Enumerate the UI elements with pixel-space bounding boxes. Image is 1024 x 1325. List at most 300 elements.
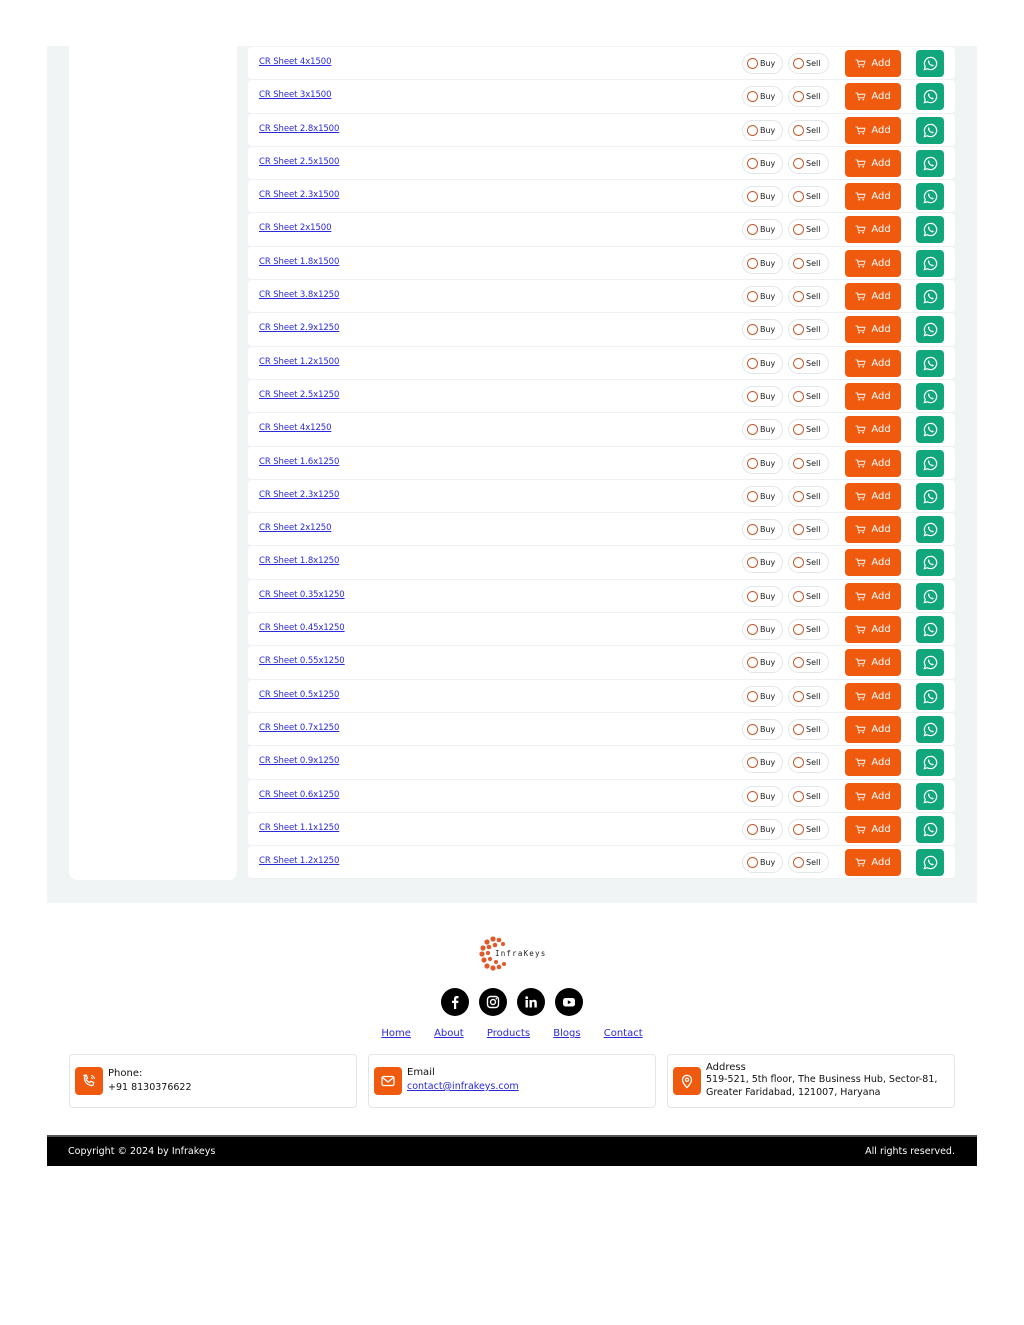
buy-radio[interactable] (742, 652, 783, 673)
radio-circle-icon (793, 458, 804, 469)
whatsapp-button[interactable] (916, 616, 944, 643)
logo-text: InfraKeys (495, 949, 547, 958)
product-link[interactable]: CR Sheet 3x1500 (259, 90, 332, 101)
email-link[interactable]: contact@infrakeys.com (407, 1081, 519, 1092)
product-row (248, 380, 955, 413)
whatsapp-button[interactable] (916, 749, 944, 776)
whatsapp-button[interactable] (916, 450, 944, 477)
phone-icon (75, 1067, 103, 1095)
product-row (248, 480, 955, 513)
cart-icon (855, 159, 866, 168)
address-line-1: 519-521, 5th floor, The Business Hub, Sector-81, (706, 1074, 938, 1085)
sell-label: Sell (806, 758, 821, 768)
buy-label: Buy (760, 458, 776, 468)
buy-label: Buy (760, 658, 776, 668)
buy-radio[interactable] (742, 552, 783, 573)
add-to-cart-button[interactable] (845, 283, 901, 310)
cart-icon (855, 525, 866, 534)
buy-radio[interactable] (742, 319, 783, 340)
cart-icon (855, 392, 866, 401)
buy-radio[interactable] (742, 752, 783, 773)
sell-label: Sell (806, 391, 821, 401)
product-row (248, 280, 955, 313)
location-pin-icon (673, 1067, 701, 1095)
buy-label: Buy (760, 724, 776, 734)
product-link[interactable]: CR Sheet 2.8x1500 (259, 123, 340, 134)
sell-radio[interactable] (788, 652, 829, 673)
radio-circle-icon (793, 624, 804, 635)
whatsapp-icon (923, 522, 938, 537)
product-link[interactable]: CR Sheet 2.3x1500 (259, 190, 340, 201)
buy-radio[interactable] (742, 353, 783, 374)
product-link[interactable]: CR Sheet 0.7x1250 (259, 722, 340, 733)
cart-icon (855, 92, 866, 101)
radio-circle-icon (747, 557, 758, 568)
radio-circle-icon (747, 524, 758, 535)
product-row (248, 347, 955, 380)
add-label: Add (871, 857, 891, 869)
product-row (248, 213, 955, 246)
product-link[interactable]: CR Sheet 1.6x1250 (259, 456, 340, 467)
radio-circle-icon (793, 824, 804, 835)
product-link[interactable]: CR Sheet 2.5x1250 (259, 389, 340, 400)
add-label: Add (871, 823, 891, 835)
add-label: Add (871, 723, 891, 735)
radio-circle-icon (793, 524, 804, 535)
radio-circle-icon (747, 358, 758, 369)
buy-label: Buy (760, 225, 776, 235)
sell-radio[interactable] (788, 253, 829, 274)
buy-radio[interactable] (742, 53, 783, 74)
radio-circle-icon (747, 458, 758, 469)
sell-radio[interactable] (788, 286, 829, 307)
add-to-cart-button[interactable] (845, 316, 901, 343)
product-link[interactable]: CR Sheet 0.6x1250 (259, 789, 340, 800)
buy-label: Buy (760, 525, 776, 535)
whatsapp-icon (923, 356, 938, 371)
whatsapp-button[interactable] (916, 383, 944, 410)
sell-radio[interactable] (788, 586, 829, 607)
sell-radio[interactable] (788, 386, 829, 407)
radio-circle-icon (747, 224, 758, 235)
sell-label: Sell (806, 258, 821, 268)
radio-circle-icon (793, 424, 804, 435)
phone-number[interactable]: +91 8130376622 (108, 1082, 192, 1093)
buy-radio[interactable] (742, 86, 783, 107)
product-link[interactable]: CR Sheet 1.8x1250 (259, 556, 340, 567)
cart-icon (855, 858, 866, 867)
sell-radio[interactable] (788, 353, 829, 374)
sell-label: Sell (806, 292, 821, 302)
phone-label: Phone: (108, 1068, 143, 1079)
whatsapp-button[interactable] (916, 83, 944, 110)
radio-circle-icon (793, 224, 804, 235)
radio-circle-icon (747, 824, 758, 835)
add-label: Add (871, 291, 891, 303)
cart-icon (855, 59, 866, 68)
buy-radio[interactable] (742, 519, 783, 540)
cart-icon (855, 259, 866, 268)
buy-radio[interactable] (742, 586, 783, 607)
copyright-bar (47, 1135, 977, 1166)
sell-radio[interactable] (788, 852, 829, 873)
sell-label: Sell (806, 791, 821, 801)
add-label: Add (871, 257, 891, 269)
instagram-icon[interactable] (479, 988, 507, 1016)
product-link[interactable]: CR Sheet 3.8x1250 (259, 290, 340, 301)
add-to-cart-button[interactable] (845, 716, 901, 743)
radio-circle-icon (747, 857, 758, 868)
product-link[interactable]: CR Sheet 4x1500 (259, 57, 332, 67)
cart-icon (855, 359, 866, 368)
whatsapp-button[interactable] (916, 150, 944, 177)
sell-radio[interactable] (788, 219, 829, 240)
radio-circle-icon (793, 158, 804, 169)
cart-icon (855, 225, 866, 234)
whatsapp-button[interactable] (916, 649, 944, 676)
add-to-cart-button[interactable] (845, 216, 901, 243)
buy-radio[interactable] (742, 120, 783, 141)
buy-label: Buy (760, 691, 776, 701)
cart-icon (855, 658, 866, 667)
radio-circle-icon (793, 91, 804, 102)
footer-nav (0, 1028, 1024, 1039)
sell-radio[interactable] (788, 319, 829, 340)
whatsapp-icon (923, 622, 938, 637)
whatsapp-icon (923, 156, 938, 171)
sell-label: Sell (806, 525, 821, 535)
product-link[interactable]: CR Sheet 2.5x1500 (259, 156, 340, 167)
radio-circle-icon (747, 125, 758, 136)
add-to-cart-button[interactable] (845, 83, 901, 110)
product-link[interactable]: CR Sheet 0.55x1250 (259, 656, 345, 667)
buy-label: Buy (760, 292, 776, 302)
sell-radio[interactable] (788, 86, 829, 107)
sell-label: Sell (806, 425, 821, 435)
sell-radio[interactable] (788, 453, 829, 474)
facebook-icon[interactable] (441, 988, 469, 1016)
footer-link-blogs[interactable]: Blogs (553, 1028, 581, 1039)
whatsapp-button[interactable] (916, 216, 944, 243)
radio-circle-icon (747, 158, 758, 169)
add-to-cart-button[interactable] (845, 183, 901, 210)
product-link[interactable]: CR Sheet 4x1250 (259, 423, 332, 434)
add-to-cart-button[interactable] (845, 150, 901, 177)
footer-link-contact[interactable]: Contact (603, 1028, 643, 1039)
cart-icon (855, 625, 866, 634)
sell-radio[interactable] (788, 419, 829, 440)
buy-radio[interactable] (742, 786, 783, 807)
cart-icon (855, 692, 866, 701)
product-link[interactable]: CR Sheet 2.3x1250 (259, 489, 340, 500)
add-label: Add (871, 157, 891, 169)
product-link[interactable]: CR Sheet 0.5x1250 (259, 689, 340, 700)
whatsapp-icon (923, 89, 938, 104)
add-to-cart-button[interactable] (845, 649, 901, 676)
buy-label: Buy (760, 59, 776, 68)
whatsapp-icon (923, 789, 938, 804)
cart-icon (855, 425, 866, 434)
radio-circle-icon (793, 125, 804, 136)
buy-label: Buy (760, 758, 776, 768)
product-row (248, 80, 955, 113)
sell-label: Sell (806, 225, 821, 235)
whatsapp-button[interactable] (916, 50, 944, 77)
product-link[interactable]: CR Sheet 0.9x1250 (259, 756, 340, 767)
whatsapp-icon (923, 855, 938, 870)
add-to-cart-button[interactable] (845, 117, 901, 144)
product-link[interactable]: CR Sheet 1.2x1250 (259, 856, 340, 867)
sell-radio[interactable] (788, 519, 829, 540)
radio-circle-icon (747, 258, 758, 269)
add-label: Add (871, 557, 891, 569)
product-list (248, 47, 955, 879)
product-row (248, 247, 955, 280)
product-row (248, 813, 955, 846)
add-label: Add (871, 457, 891, 469)
product-row (248, 546, 955, 579)
sell-label: Sell (806, 558, 821, 568)
add-to-cart-button[interactable] (845, 50, 901, 77)
product-row (248, 713, 955, 746)
whatsapp-button[interactable] (916, 716, 944, 743)
whatsapp-icon (923, 123, 938, 138)
whatsapp-button[interactable] (916, 583, 944, 610)
buy-radio[interactable] (742, 719, 783, 740)
whatsapp-button[interactable] (916, 250, 944, 277)
add-label: Add (871, 124, 891, 136)
buy-radio[interactable] (742, 819, 783, 840)
whatsapp-button[interactable] (916, 483, 944, 510)
sell-radio[interactable] (788, 752, 829, 773)
radio-circle-icon (747, 58, 758, 69)
add-to-cart-button[interactable] (845, 250, 901, 277)
whatsapp-button[interactable] (916, 849, 944, 876)
sell-radio[interactable] (788, 120, 829, 141)
add-to-cart-button[interactable] (845, 549, 901, 576)
email-label: Email (407, 1067, 435, 1078)
add-label: Add (871, 324, 891, 336)
add-label: Add (871, 490, 891, 502)
sell-label: Sell (806, 658, 821, 668)
radio-circle-icon (747, 91, 758, 102)
footer-link-about[interactable]: About (434, 1028, 464, 1039)
product-link[interactable]: CR Sheet 1.8x1500 (259, 256, 340, 267)
buy-radio[interactable] (742, 686, 783, 707)
buy-radio[interactable] (742, 153, 783, 174)
add-label: Add (871, 191, 891, 203)
product-row (248, 580, 955, 613)
product-row (248, 613, 955, 646)
filter-sidebar (69, 46, 237, 880)
whatsapp-button[interactable] (916, 183, 944, 210)
buy-label: Buy (760, 325, 776, 335)
whatsapp-icon (923, 755, 938, 770)
whatsapp-button[interactable] (916, 549, 944, 576)
sell-label: Sell (806, 491, 821, 501)
add-to-cart-button[interactable] (845, 783, 901, 810)
sell-label: Sell (806, 858, 821, 868)
buy-radio[interactable] (742, 386, 783, 407)
product-link[interactable]: CR Sheet 0.45x1250 (259, 623, 345, 634)
add-label: Add (871, 790, 891, 802)
whatsapp-icon (923, 422, 938, 437)
whatsapp-icon (923, 689, 938, 704)
radio-circle-icon (793, 857, 804, 868)
sell-radio[interactable] (788, 719, 829, 740)
sell-label: Sell (806, 625, 821, 635)
whatsapp-button[interactable] (916, 316, 944, 343)
sell-radio[interactable] (788, 786, 829, 807)
radio-circle-icon (793, 258, 804, 269)
add-to-cart-button[interactable] (845, 383, 901, 410)
radio-circle-icon (747, 391, 758, 402)
product-row (248, 147, 955, 180)
product-link[interactable]: CR Sheet 2x1250 (259, 523, 332, 534)
sell-radio[interactable] (788, 486, 829, 507)
product-link[interactable]: CR Sheet 0.35x1250 (259, 589, 345, 600)
add-label: Add (871, 357, 891, 369)
copyright-text: Copyright © 2024 by Infrakeys (68, 1146, 216, 1157)
sell-radio[interactable] (788, 186, 829, 207)
add-label: Add (871, 690, 891, 702)
radio-circle-icon (747, 791, 758, 802)
radio-circle-icon (793, 791, 804, 802)
mail-icon (374, 1067, 402, 1095)
radio-circle-icon (793, 557, 804, 568)
product-row (248, 114, 955, 147)
whatsapp-icon (923, 822, 938, 837)
product-row (248, 846, 955, 879)
buy-label: Buy (760, 858, 776, 868)
sell-radio[interactable] (788, 53, 829, 74)
radio-circle-icon (747, 191, 758, 202)
cart-icon (855, 825, 866, 834)
sell-radio[interactable] (788, 153, 829, 174)
product-row (248, 680, 955, 713)
buy-label: Buy (760, 391, 776, 401)
sell-radio[interactable] (788, 686, 829, 707)
buy-radio[interactable] (742, 253, 783, 274)
buy-radio[interactable] (742, 619, 783, 640)
whatsapp-icon (923, 555, 938, 570)
radio-circle-icon (747, 724, 758, 735)
sell-radio[interactable] (788, 819, 829, 840)
add-to-cart-button[interactable] (845, 749, 901, 776)
product-row (248, 180, 955, 213)
whatsapp-button[interactable] (916, 283, 944, 310)
email-card (368, 1054, 656, 1108)
whatsapp-icon (923, 489, 938, 504)
add-label: Add (871, 390, 891, 402)
whatsapp-button[interactable] (916, 683, 944, 710)
buy-label: Buy (760, 125, 776, 135)
radio-circle-icon (747, 657, 758, 668)
whatsapp-button[interactable] (916, 516, 944, 543)
cart-icon (855, 126, 866, 135)
whatsapp-button[interactable] (916, 117, 944, 144)
radio-circle-icon (747, 491, 758, 502)
radio-circle-icon (793, 657, 804, 668)
buy-radio[interactable] (742, 286, 783, 307)
buy-radio[interactable] (742, 453, 783, 474)
whatsapp-button[interactable] (916, 350, 944, 377)
add-to-cart-button[interactable] (845, 450, 901, 477)
whatsapp-button[interactable] (916, 416, 944, 443)
whatsapp-icon (923, 322, 938, 337)
cart-icon (855, 325, 866, 334)
buy-label: Buy (760, 558, 776, 568)
product-link[interactable]: CR Sheet 2.9x1250 (259, 323, 340, 334)
add-label: Add (871, 424, 891, 436)
add-label: Add (871, 757, 891, 769)
add-to-cart-button[interactable] (845, 416, 901, 443)
whatsapp-icon (923, 589, 938, 604)
buy-radio[interactable] (742, 219, 783, 240)
sell-label: Sell (806, 358, 821, 368)
infrakeys-logo[interactable] (478, 934, 548, 974)
whatsapp-button[interactable] (916, 783, 944, 810)
linkedin-icon[interactable] (517, 988, 545, 1016)
product-link[interactable]: CR Sheet 1.1x1250 (259, 822, 340, 833)
radio-circle-icon (747, 324, 758, 335)
cart-icon (855, 592, 866, 601)
product-link[interactable]: CR Sheet 1.2x1500 (259, 356, 340, 367)
add-to-cart-button[interactable] (845, 483, 901, 510)
buy-label: Buy (760, 358, 776, 368)
add-to-cart-button[interactable] (845, 849, 901, 876)
product-link[interactable]: CR Sheet 2x1500 (259, 223, 332, 234)
add-to-cart-button[interactable] (845, 616, 901, 643)
radio-circle-icon (793, 491, 804, 502)
buy-radio[interactable] (742, 186, 783, 207)
cart-icon (855, 758, 866, 767)
radio-circle-icon (793, 358, 804, 369)
buy-radio[interactable] (742, 486, 783, 507)
buy-label: Buy (760, 591, 776, 601)
add-to-cart-button[interactable] (845, 350, 901, 377)
whatsapp-button[interactable] (916, 816, 944, 843)
sell-label: Sell (806, 192, 821, 202)
sell-label: Sell (806, 691, 821, 701)
add-label: Add (871, 524, 891, 536)
add-to-cart-button[interactable] (845, 816, 901, 843)
radio-circle-icon (793, 391, 804, 402)
radio-circle-icon (747, 691, 758, 702)
youtube-icon[interactable] (555, 988, 583, 1016)
footer-link-products[interactable]: Products (486, 1028, 531, 1039)
add-to-cart-button[interactable] (845, 583, 901, 610)
add-label: Add (871, 590, 891, 602)
cart-icon (855, 725, 866, 734)
whatsapp-icon (923, 289, 938, 304)
sell-label: Sell (806, 92, 821, 102)
add-to-cart-button[interactable] (845, 683, 901, 710)
whatsapp-icon (923, 655, 938, 670)
buy-radio[interactable] (742, 419, 783, 440)
radio-circle-icon (793, 291, 804, 302)
radio-circle-icon (793, 724, 804, 735)
sell-radio[interactable] (788, 619, 829, 640)
buy-label: Buy (760, 258, 776, 268)
sell-label: Sell (806, 458, 821, 468)
add-to-cart-button[interactable] (845, 516, 901, 543)
whatsapp-icon (923, 256, 938, 271)
sell-radio[interactable] (788, 552, 829, 573)
buy-radio[interactable] (742, 852, 783, 873)
footer-link-home[interactable]: Home (381, 1028, 411, 1039)
product-row (248, 513, 955, 546)
